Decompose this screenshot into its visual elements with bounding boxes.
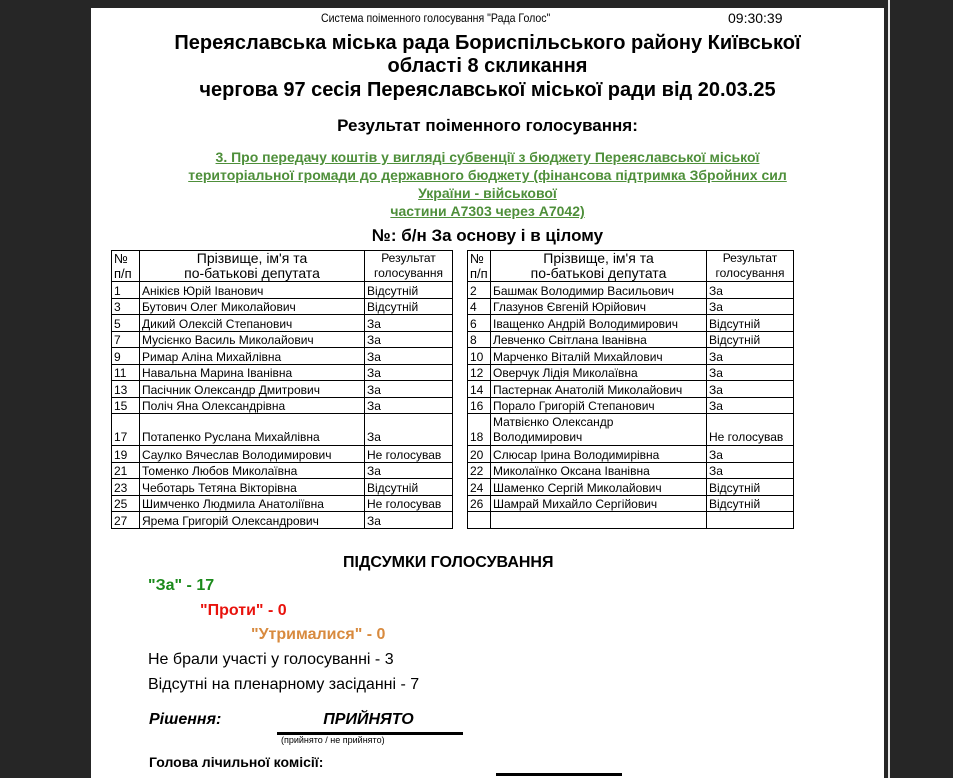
vote-result: Відсутній bbox=[365, 282, 453, 299]
row-number: 23 bbox=[112, 479, 140, 496]
table-row bbox=[112, 315, 453, 332]
summary-absent: Відсутні на пленарному засіданні - 7 bbox=[148, 676, 420, 693]
deputy-name: Іващенко Андрій Володимирович bbox=[491, 315, 707, 332]
table-row-empty bbox=[468, 512, 794, 529]
vote-result: Не голосував bbox=[365, 495, 453, 512]
summary-proty: "Проти" - 0 bbox=[200, 602, 287, 619]
deputy-name: Глазунов Євгеній Юрійович bbox=[491, 298, 707, 315]
header-result: Результат голосування bbox=[707, 251, 794, 282]
result-title: Результат поіменного голосування: bbox=[337, 116, 638, 135]
row-number: 2 bbox=[468, 282, 491, 299]
header-result: Результат голосування bbox=[365, 251, 453, 282]
topic-line2: територіальної громади до державного бюджету (фінансова підтримка Збройних сил bbox=[188, 167, 787, 183]
table-row bbox=[468, 381, 794, 398]
system-name: Система поіменного голосування "Рада Голос" bbox=[321, 11, 551, 25]
deputy-name: Слюсар Ірина Володимирівна bbox=[491, 446, 707, 463]
row-number: 18 bbox=[468, 414, 491, 446]
vote-result: Відсутній bbox=[707, 479, 794, 496]
signature-line bbox=[496, 773, 622, 776]
vote-result: Не голосував bbox=[365, 446, 453, 463]
decision-label: Рішення: bbox=[149, 711, 222, 728]
deputy-name: Шамрай Михайло Сергійович bbox=[491, 495, 707, 512]
vote-result: За bbox=[707, 298, 794, 315]
row-number: 24 bbox=[468, 479, 491, 496]
vote-result: Відсутній bbox=[707, 315, 794, 332]
table-row bbox=[112, 414, 453, 446]
vote-result: За bbox=[365, 462, 453, 479]
table-row bbox=[468, 462, 794, 479]
row-number: 5 bbox=[112, 315, 140, 332]
table-row bbox=[112, 364, 453, 381]
vote-result: За bbox=[707, 462, 794, 479]
deputy-name: Саулко Вячеслав Володимирович bbox=[140, 446, 365, 463]
timestamp: 09:30:39 bbox=[728, 10, 783, 26]
table-row bbox=[112, 348, 453, 365]
table-header-row bbox=[468, 251, 794, 282]
council-title-line2: області 8 скликання bbox=[387, 55, 588, 77]
row-number: 1 bbox=[112, 282, 140, 299]
deputy-name: Шаменко Сергій Миколайович bbox=[491, 479, 707, 496]
row-number: 9 bbox=[112, 348, 140, 365]
row-number: 26 bbox=[468, 495, 491, 512]
deputy-name: Башмак Володимир Васильович bbox=[491, 282, 707, 299]
deputy-name: Левченко Світлана Іванівна bbox=[491, 331, 707, 348]
chair-label: Голова лічильної комісії: bbox=[149, 754, 324, 770]
row-number: 6 bbox=[468, 315, 491, 332]
row-number: 10 bbox=[468, 348, 491, 365]
deputy-name: Пасічник Олександр Дмитрович bbox=[140, 381, 365, 398]
row-number: 14 bbox=[468, 381, 491, 398]
deputy-name: Анікієв Юрій Іванович bbox=[140, 282, 365, 299]
vote-result: За bbox=[365, 414, 453, 446]
row-number: 13 bbox=[112, 381, 140, 398]
topic-line3: України - військової bbox=[418, 185, 557, 201]
row-number: 27 bbox=[112, 512, 140, 529]
deputy-name: Чеботарь Тетяна Вікторівна bbox=[140, 479, 365, 496]
row-number: 16 bbox=[468, 397, 491, 414]
deputy-name: Римар Аліна Михайлівна bbox=[140, 348, 365, 365]
table-row bbox=[112, 512, 453, 529]
table-row bbox=[112, 495, 453, 512]
document-page bbox=[91, 8, 884, 778]
header-name: Прізвище, ім'я та по-батькові депутата bbox=[140, 251, 365, 282]
summary-not-voted: Не брали участі у голосуванні - 3 bbox=[148, 651, 394, 668]
vote-result: Відсутній bbox=[707, 495, 794, 512]
table-row bbox=[112, 282, 453, 299]
header-number: № п/п bbox=[468, 251, 491, 282]
summary-za: "За" - 17 bbox=[148, 577, 215, 594]
table-row bbox=[112, 479, 453, 496]
decision-value: ПРИЙНЯТО bbox=[323, 711, 414, 728]
table-row bbox=[468, 282, 794, 299]
row-number: 15 bbox=[112, 397, 140, 414]
vote-result: Не голосував bbox=[707, 414, 794, 446]
deputy-name: Томенко Любов Миколаївна bbox=[140, 462, 365, 479]
header-name: Прізвище, ім'я та по-батькові депутата bbox=[491, 251, 707, 282]
topic-line1: 3. Про передачу коштів у вигляді субвенції з бюджету Переяславської міської bbox=[215, 149, 760, 165]
row-number: 11 bbox=[112, 364, 140, 381]
row-number: 12 bbox=[468, 364, 491, 381]
row-number: 25 bbox=[112, 495, 140, 512]
deputy-name: Матвієнко Олександр Володимирович bbox=[491, 414, 707, 446]
vote-result: За bbox=[707, 446, 794, 463]
vote-result bbox=[707, 512, 794, 529]
table-row bbox=[112, 331, 453, 348]
row-number: 21 bbox=[112, 462, 140, 479]
row-number: 19 bbox=[112, 446, 140, 463]
session-title: чергова 97 сесія Переяславської міської ради від 20.03.25 bbox=[199, 79, 776, 101]
row-number: 20 bbox=[468, 446, 491, 463]
table-row bbox=[112, 462, 453, 479]
table-row bbox=[468, 397, 794, 414]
table-row bbox=[468, 298, 794, 315]
row-number: 22 bbox=[468, 462, 491, 479]
deputy-name: Ярема Григорій Олександрович bbox=[140, 512, 365, 529]
vote-result: За bbox=[707, 364, 794, 381]
topic-line4: частини А7303 через А7042) bbox=[390, 203, 585, 219]
vote-result: За bbox=[365, 512, 453, 529]
deputy-name: Миколаїнко Оксана Іванівна bbox=[491, 462, 707, 479]
table-header-row bbox=[112, 251, 453, 282]
summary-title: ПІДСУМКИ ГОЛОСУВАННЯ bbox=[343, 554, 554, 571]
row-number: 17 bbox=[112, 414, 140, 446]
vote-result: За bbox=[365, 397, 453, 414]
deputy-name: Оверчук Лідія Миколаївна bbox=[491, 364, 707, 381]
deputy-name bbox=[491, 512, 707, 529]
row-number: 8 bbox=[468, 331, 491, 348]
row-number bbox=[468, 512, 491, 529]
table-row bbox=[468, 479, 794, 496]
table-row bbox=[468, 414, 794, 446]
table-row bbox=[468, 331, 794, 348]
deputy-name: Мусієнко Василь Миколайович bbox=[140, 331, 365, 348]
vote-result: Відсутній bbox=[365, 479, 453, 496]
decision-hint: (прийнято / не прийнято) bbox=[281, 735, 385, 745]
table-row bbox=[112, 298, 453, 315]
viewer-edge-line bbox=[888, 0, 890, 778]
table-row bbox=[112, 381, 453, 398]
vote-number-line: №: б/н За основу і в цілому bbox=[371, 226, 604, 245]
council-title-line1: Переяславська міська рада Бориспільського району Київської bbox=[174, 32, 801, 54]
summary-utrymalysia: "Утрималися" - 0 bbox=[251, 626, 386, 643]
vote-result: За bbox=[365, 381, 453, 398]
table-row bbox=[112, 446, 453, 463]
deputy-name: Бутович Олег Миколайович bbox=[140, 298, 365, 315]
deputy-name: Марченко Віталій Михайлович bbox=[491, 348, 707, 365]
deputy-name: Дикий Олексій Степанович bbox=[140, 315, 365, 332]
deputy-name: Навальна Марина Іванівна bbox=[140, 364, 365, 381]
deputy-name: Потапенко Руслана Михайлівна bbox=[140, 414, 365, 446]
table-row bbox=[468, 315, 794, 332]
vote-result: За bbox=[707, 282, 794, 299]
table-row bbox=[112, 397, 453, 414]
deputy-name: Пастернак Анатолій Миколайович bbox=[491, 381, 707, 398]
vote-result: Відсутній bbox=[365, 298, 453, 315]
table-row bbox=[468, 446, 794, 463]
vote-result: За bbox=[365, 331, 453, 348]
vote-result: За bbox=[365, 364, 453, 381]
row-number: 3 bbox=[112, 298, 140, 315]
row-number: 7 bbox=[112, 331, 140, 348]
vote-result: Відсутній bbox=[707, 331, 794, 348]
deputy-name: Шимченко Людмила Анатоліївна bbox=[140, 495, 365, 512]
table-row bbox=[468, 348, 794, 365]
votes-table-left bbox=[111, 250, 453, 529]
council-title bbox=[91, 32, 884, 78]
row-number: 4 bbox=[468, 298, 491, 315]
deputy-name: Поліч Яна Олександрівна bbox=[140, 397, 365, 414]
table-row bbox=[468, 495, 794, 512]
table-row bbox=[468, 364, 794, 381]
votes-table-right bbox=[467, 250, 794, 529]
vote-result: За bbox=[707, 381, 794, 398]
agenda-topic bbox=[111, 148, 864, 220]
deputy-name: Порало Григорій Степанович bbox=[491, 397, 707, 414]
vote-result: За bbox=[365, 315, 453, 332]
header-number: № п/п bbox=[112, 251, 140, 282]
vote-result: За bbox=[707, 397, 794, 414]
vote-result: За bbox=[707, 348, 794, 365]
vote-result: За bbox=[365, 348, 453, 365]
